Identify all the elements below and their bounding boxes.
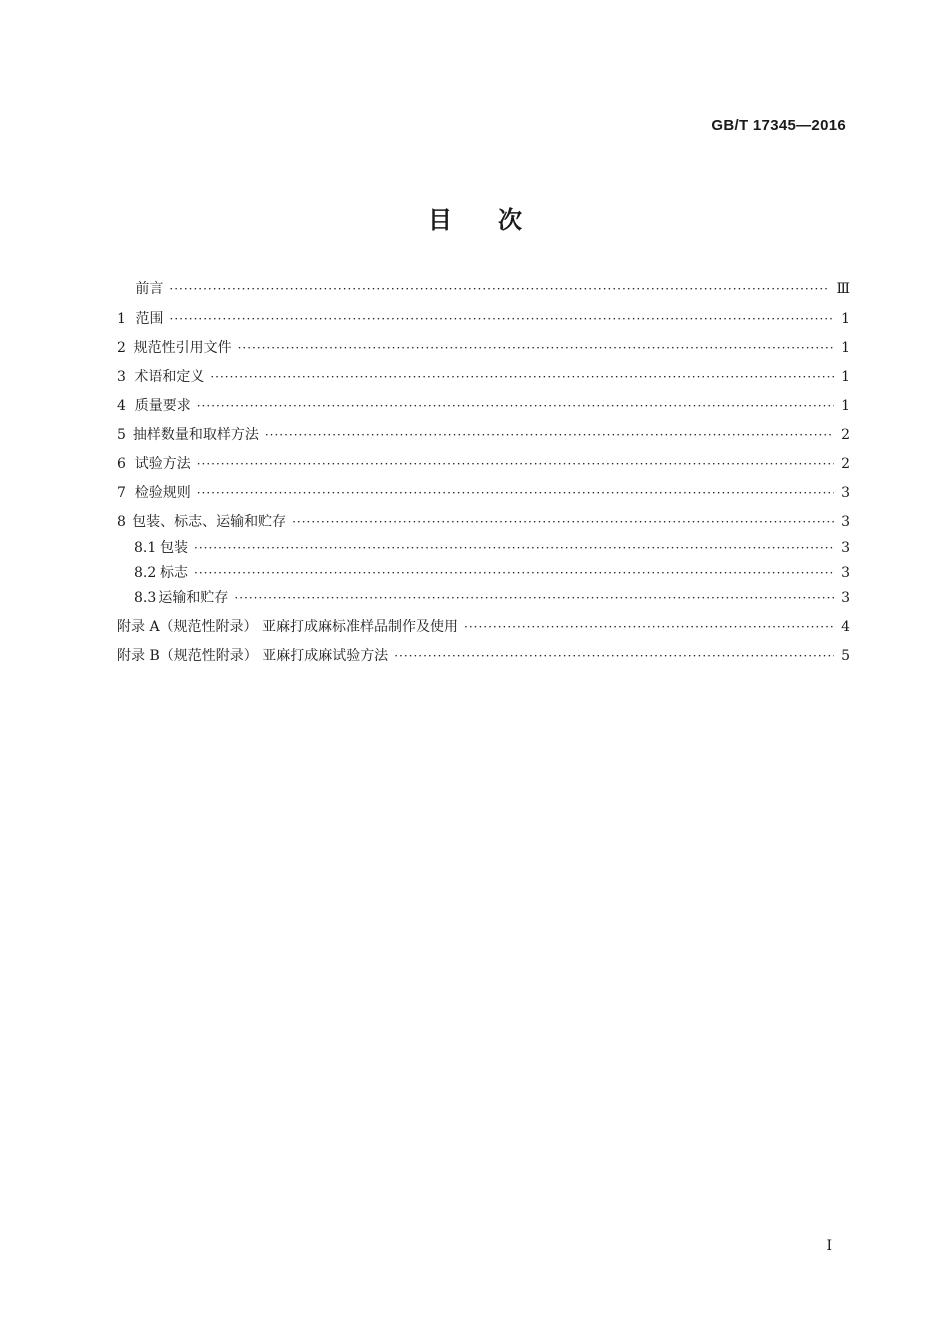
standard-code: GB/T 17345—2016 [711, 117, 846, 134]
toc-leader-dots [464, 620, 834, 634]
toc-entry-label: 术语和定义 [134, 369, 205, 385]
toc-leader-dots [170, 312, 835, 326]
toc-leader-dots [169, 282, 830, 296]
toc-entry-page: 1 [841, 369, 850, 385]
toc-entry-label: 质量要求 [134, 398, 191, 414]
toc-entry-transport-storage[interactable] [117, 587, 850, 616]
toc-entry-page: 1 [841, 340, 850, 356]
toc-entry-normative-references[interactable] [117, 337, 850, 366]
toc-leader-dots [197, 457, 834, 471]
toc-entry-foreword[interactable] [117, 278, 850, 308]
table-of-contents [117, 278, 850, 674]
toc-entry-inspection-rules[interactable] [117, 482, 850, 511]
toc-entry-number: 8.2 [134, 565, 157, 581]
toc-entry-label: 附录 B（规范性附录） 亚麻打成麻试验方法 [117, 648, 389, 664]
toc-entry-label: 标志 [160, 565, 189, 581]
toc-entry-number: 8.1 [134, 540, 157, 556]
toc-entry-page: 3 [841, 540, 850, 556]
toc-entry-sampling[interactable] [117, 424, 850, 453]
toc-entry-page: 3 [841, 590, 850, 606]
toc-entry-packaging-marking[interactable] [117, 511, 850, 537]
toc-title: 目次 [428, 206, 568, 234]
toc-leader-dots [238, 341, 834, 355]
toc-entry-label: 附录 A（规范性附录） 亚麻打成麻标准样品制作及使用 [117, 619, 459, 635]
toc-leader-dots [194, 541, 834, 555]
toc-entry-page: 3 [841, 565, 850, 581]
toc-entry-label: 试验方法 [134, 456, 191, 472]
toc-leader-dots [210, 370, 834, 384]
toc-entry-number: 5 [117, 427, 126, 443]
toc-leader-dots [194, 566, 834, 580]
toc-entry-scope[interactable] [117, 308, 850, 337]
toc-entry-number: 8 [117, 514, 126, 530]
toc-entry-number: 2 [117, 340, 126, 356]
toc-leader-dots [292, 515, 834, 529]
toc-entry-label: 运输和贮存 [158, 590, 229, 606]
toc-entry-page: 5 [841, 648, 850, 664]
toc-entry-page: 3 [841, 514, 850, 530]
toc-leader-dots [394, 649, 834, 663]
toc-entry-page: Ⅲ [836, 281, 850, 297]
toc-entry-number: 8.3 [134, 590, 157, 606]
toc-leader-dots [197, 399, 834, 413]
toc-entry-marking[interactable] [117, 562, 850, 587]
toc-entry-terms-definitions[interactable] [117, 366, 850, 395]
toc-entry-page: 3 [841, 485, 850, 501]
toc-entry-page: 1 [841, 311, 850, 327]
toc-entry-label: 前言 [135, 281, 164, 297]
toc-entry-page: 1 [841, 398, 850, 414]
toc-entry-number: 4 [117, 398, 126, 414]
toc-entry-number: 7 [117, 485, 126, 501]
toc-entry-page: 2 [841, 427, 850, 443]
toc-entry-number: 1 [117, 311, 126, 327]
toc-entry-label: 包装、标志、运输和贮存 [132, 514, 287, 530]
toc-entry-label: 规范性引用文件 [133, 340, 232, 356]
toc-entry-annex-b[interactable] [117, 645, 850, 674]
toc-entry-annex-a[interactable] [117, 616, 850, 645]
toc-entry-quality-requirements[interactable] [117, 395, 850, 424]
toc-entry-label: 检验规则 [134, 485, 191, 501]
page-number: I [826, 1238, 832, 1254]
toc-leader-dots [265, 428, 834, 442]
toc-entry-packaging[interactable] [117, 537, 850, 562]
toc-entry-label: 范围 [135, 311, 164, 327]
toc-entry-page: 2 [841, 456, 850, 472]
toc-entry-number: 6 [117, 456, 126, 472]
toc-entry-label: 抽样数量和取样方法 [132, 427, 259, 443]
toc-entry-number: 3 [117, 369, 126, 385]
toc-entry-page: 4 [841, 619, 850, 635]
toc-leader-dots [234, 591, 834, 605]
toc-leader-dots [197, 486, 834, 500]
toc-entry-label: 包装 [160, 540, 189, 556]
toc-entry-test-methods[interactable] [117, 453, 850, 482]
